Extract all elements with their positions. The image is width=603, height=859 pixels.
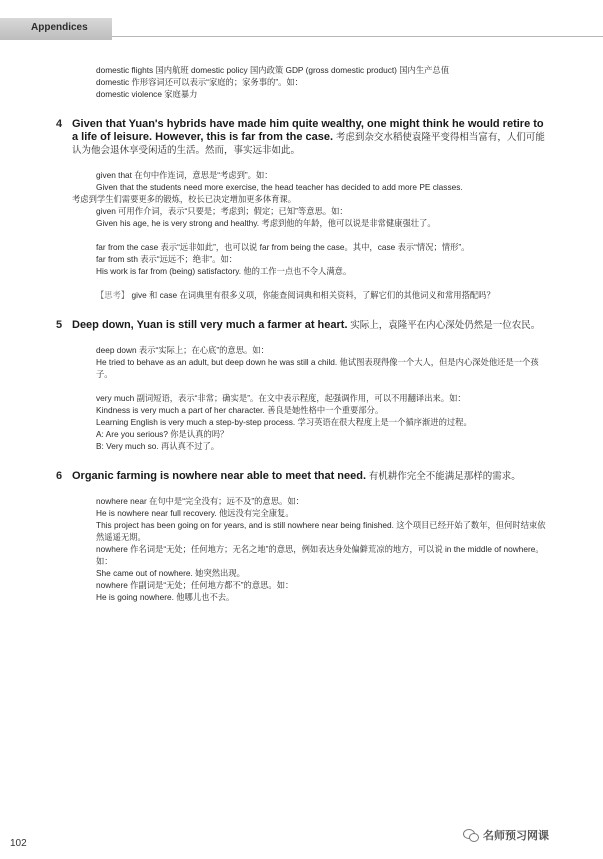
example-text: Learning English is very much a step-by-step process. 学习英语在很大程度上是一个循序渐进的过程。 <box>96 417 472 427</box>
note-text: deep down 表示“实际上；在心底”的意思。如： <box>96 345 269 355</box>
example-text: Given his age, he is very strong and healthy. 考虑到他的年龄，他可以说是非常健康强壮了。 <box>96 218 436 228</box>
think-label: 【思考】 <box>96 290 130 300</box>
sentence-english: Organic farming is nowhere near able to meet that need. <box>72 470 367 482</box>
note-text: far from sth 表示“远远不；绝非”。如： <box>96 254 238 264</box>
section-number: 4 <box>56 118 63 130</box>
wechat-icon <box>463 828 479 842</box>
example-translation: 考虑到学生们需要更多的锻炼，校长已决定增加更多体育课。 <box>72 194 297 204</box>
note-text: very much 副词短语，表示“非常；确实是”。在文中表示程度，起强调作用，可以不用翻译出来。如： <box>96 393 466 403</box>
dialogue-line: B: Very much so. 再认真不过了。 <box>96 441 220 451</box>
think-text: give 和 case 在词典里有很多义项，你能查阅词典和相关资料，了解它们的其他词义和常用搭配吗？ <box>131 290 495 300</box>
sentence-chinese: 有机耕作完全不能满足那样的需求。 <box>368 471 521 482</box>
intro-line-1: domestic flights 国内航班 domestic policy 国内政策 GDP (gross domestic product) 国内生产总值 <box>96 65 450 75</box>
example-text: Kindness is very much a part of her character. 善良是她性格中一个重要部分。 <box>96 405 384 415</box>
page-number: 102 <box>10 838 27 849</box>
sentence-english: Deep down, Yuan is still very much a farmer at heart. <box>72 319 348 331</box>
note-text: given that 在句中作连词，意思是“考虑到”。如： <box>96 170 273 180</box>
example-text: He is going nowhere. 他哪儿也不去。 <box>96 592 235 602</box>
page-content <box>56 64 552 603</box>
section-6-heading <box>56 470 552 483</box>
dialogue-line: A: Are you serious? 你是认真的吗？ <box>96 429 229 439</box>
section-4-heading <box>56 118 552 157</box>
sentence-chinese: 实际上，袁隆平在内心深处仍然是一位农民。 <box>350 320 541 331</box>
header-rule <box>112 36 603 37</box>
sentence-chinese: 考虑到杂交水稻使袁隆平变得相当富有，人们可能认为他会退休享受闲适的生活。然而，事实远非如此。 <box>72 132 545 156</box>
watermark-text: 名师预习网课 <box>483 830 549 842</box>
example-text: He is nowhere near full recovery. 他远没有完全康复。 <box>96 508 294 518</box>
watermark <box>463 826 549 844</box>
intro-line-3: domestic violence 家庭暴力 <box>96 89 198 99</box>
note-text: nowhere 作副词是“无处；任何地方都不”的意思。如： <box>96 580 294 590</box>
header-title: Appendices <box>31 22 88 33</box>
note-text: nowhere 作名词是“无处；任何地方；无名之地”的意思，例如表达身处偏僻荒凉的地方，可以说 in the middle of nowhere。如： <box>96 544 544 566</box>
sentence-english: Given that Yuan's hybrids have made him quite wealthy, one might think he would retire to a life of leisure. However, this is far from the case. <box>72 118 544 143</box>
note-text: nowhere near 在句中是“完全没有；远不及”的意思。如： <box>96 496 304 506</box>
section-5-heading <box>56 319 552 332</box>
example-text: His work is far from (being) satisfactory. 他的工作一点也不令人满意。 <box>96 266 352 276</box>
section-number: 5 <box>56 319 63 331</box>
think-box <box>56 289 552 301</box>
example-text: She came out of nowhere. 她突然出现。 <box>96 568 245 578</box>
note-text: given 可用作介词，表示“只要是；考虑到；假定；已知”等意思。如： <box>96 206 348 216</box>
section-number: 6 <box>56 470 63 482</box>
example-text: Given that the students need more exercise, the head teacher has decided to add more PE classes. <box>96 182 463 192</box>
page-header <box>0 14 603 44</box>
intro-line-2: domestic 作形容词还可以表示“家庭的；家务事的”。如： <box>96 77 303 87</box>
example-text: He tried to behave as an adult, but deep down he was still a child. 他试图表现得像一个大人，但是内心深处他还是一个孩子。 <box>96 357 539 379</box>
note-text: far from the case 表示“远非如此”，也可以说 far from being the case。其中，case 表示“情况；情形”。 <box>96 242 470 252</box>
example-text: This project has been going on for years, and is still nowhere near being finished. 这个项目已经开始了数年，但何时结束依然遥遥无期。 <box>96 520 546 542</box>
